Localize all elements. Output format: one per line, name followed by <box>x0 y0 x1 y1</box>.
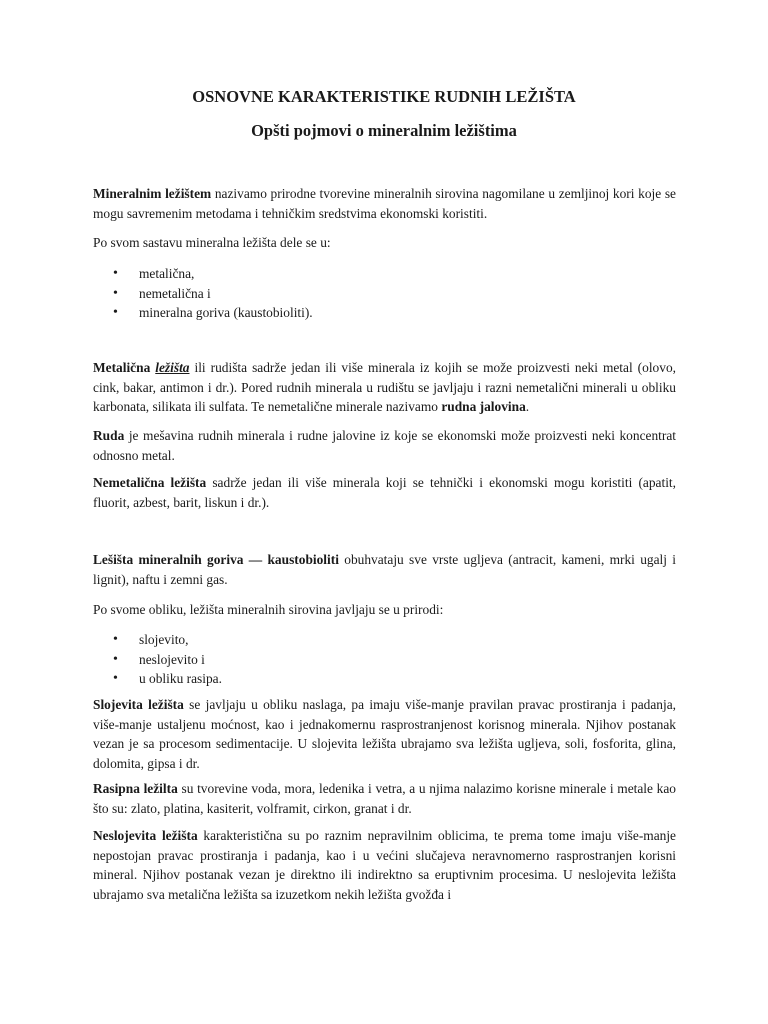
paragraph-text: nazivamo prirodne tvorevine mineralnih sirovina nagomilane u zemljinoj kori koje se mogu savremenim metodama i tehničkim sredstvima ekonomski koristiti. <box>93 186 676 221</box>
term-lezista: ležišta <box>155 360 190 375</box>
paragraph-text: sadrže jedan ili više minerala koji se tehnički i ekonomski mogu koristiti (apatit, fluorit, azbest, barit, liskun i dr.). <box>93 475 676 510</box>
paragraph-text: obuhvataju sve vrste ugljeva (antracit, kameni, mrki ugalj i lignit), naftu i zemni gas. <box>93 552 677 587</box>
paragraph-text: je mešavina rudnih minerala i rudne jalovine iz koje se ekonomski može proizvesti neki koncentrat odnosno metal. <box>93 428 676 463</box>
list-item: • neslojevito i <box>93 650 676 670</box>
paragraph-text-end: . <box>525 399 530 414</box>
document-subtitle: Opšti pojmovi o mineralnim ležištima <box>251 121 517 140</box>
document-title: OSNOVNE KARAKTERISTIKE RUDNIH LEŽIŠTA <box>192 87 576 106</box>
paragraph-text: su tvorevine voda, mora, ledenika i vetra, a u njima nalazimo korisne minerale i metale kao što su: zlato, platina, kasiterit, volframit, cirkon, granat i dr. <box>93 781 677 816</box>
term-ruda: Ruda <box>93 428 125 443</box>
term-mineralnim-lezistem: Mineralnim ležištem <box>93 186 212 201</box>
paragraph-text: ili rudišta sadrže jedan ili više minerala iz kojih se može proizvesti neki metal (olovo, cink, bakar, antimon i dr.). Pored rudnih minerala u rudištu se javljaju i razni nemetalični minerali u obliku karbonata, silikata ili sulfata. Te nemetalične minerale nazivamo <box>93 360 676 414</box>
list-item: • metalična, <box>93 264 676 284</box>
term-slojevita-lezista: Slojevita ležišta <box>93 697 184 712</box>
paragraph-text: karakteristična su po raznim nepravilnim oblicima, te prema tome imaju više-manje nepostojan pravac prostiranja i padanja, kao i u većini slučajeva neravnomerno rasprostranjen korisni mineral. Njihov postanak vezan je direktno ili indirektno sa eruptivnim procesima. U neslojevita ležišta ubrajamo sva metalična ležišta sa izuzetkom nekih ležišta gvožđa i <box>93 828 676 902</box>
paragraph-ruda <box>93 426 676 465</box>
list-sastav <box>93 264 676 323</box>
list-item: • slojevito, <box>93 630 676 650</box>
paragraph-oblik-intro: Po svome obliku, ležišta mineralnih sirovina javljaju se u prirodi: <box>93 602 444 617</box>
paragraph-neslojevita-lezista <box>93 826 676 904</box>
term-metalicna: Metalična <box>93 360 151 375</box>
paragraph-slojevita-lezista <box>93 695 676 773</box>
paragraph-kaustobioliti <box>93 550 676 589</box>
list-item: • u obliku rasipa. <box>93 669 676 689</box>
list-item: • mineralna goriva (kaustobioliti). <box>93 303 676 323</box>
paragraph-metalicna-lezista <box>93 358 676 417</box>
paragraph-mineralna-lezista <box>93 184 676 223</box>
paragraph-text: se javljaju u obliku naslaga, pa imaju više-manje pravilan pravac prostiranja i padanja, više-manje ustaljenu moćnost, kao i jednakomernu rasprostranjenost korisnog minerala. Njihov postanak vezan je sa procesom sedimentacije. U slojevita ležišta ubrajamo sva ležišta ugljeva, soli, fosforita, glina, dolomita, gipsa i dr. <box>93 697 676 771</box>
paragraph-sastav-intro: Po svom sastavu mineralna ležišta dele se u: <box>93 235 331 250</box>
term-rasipna-lezista: Rasipna ležilta <box>93 781 178 796</box>
term-neslojevita-lezista: Neslojevita ležišta <box>93 828 198 843</box>
term-kaustobioliti: Lešišta mineralnih goriva — kaustobioliti <box>93 552 339 567</box>
list-oblik <box>93 630 676 689</box>
term-nemetalicna-lezista: Nemetalična ležišta <box>93 475 207 490</box>
paragraph-nemetalicna-lezista <box>93 473 676 512</box>
term-rudna-jalovina: rudna jalovina <box>441 399 526 414</box>
list-item: • nemetalična i <box>93 284 676 304</box>
paragraph-rasipna-lezista <box>93 779 676 818</box>
